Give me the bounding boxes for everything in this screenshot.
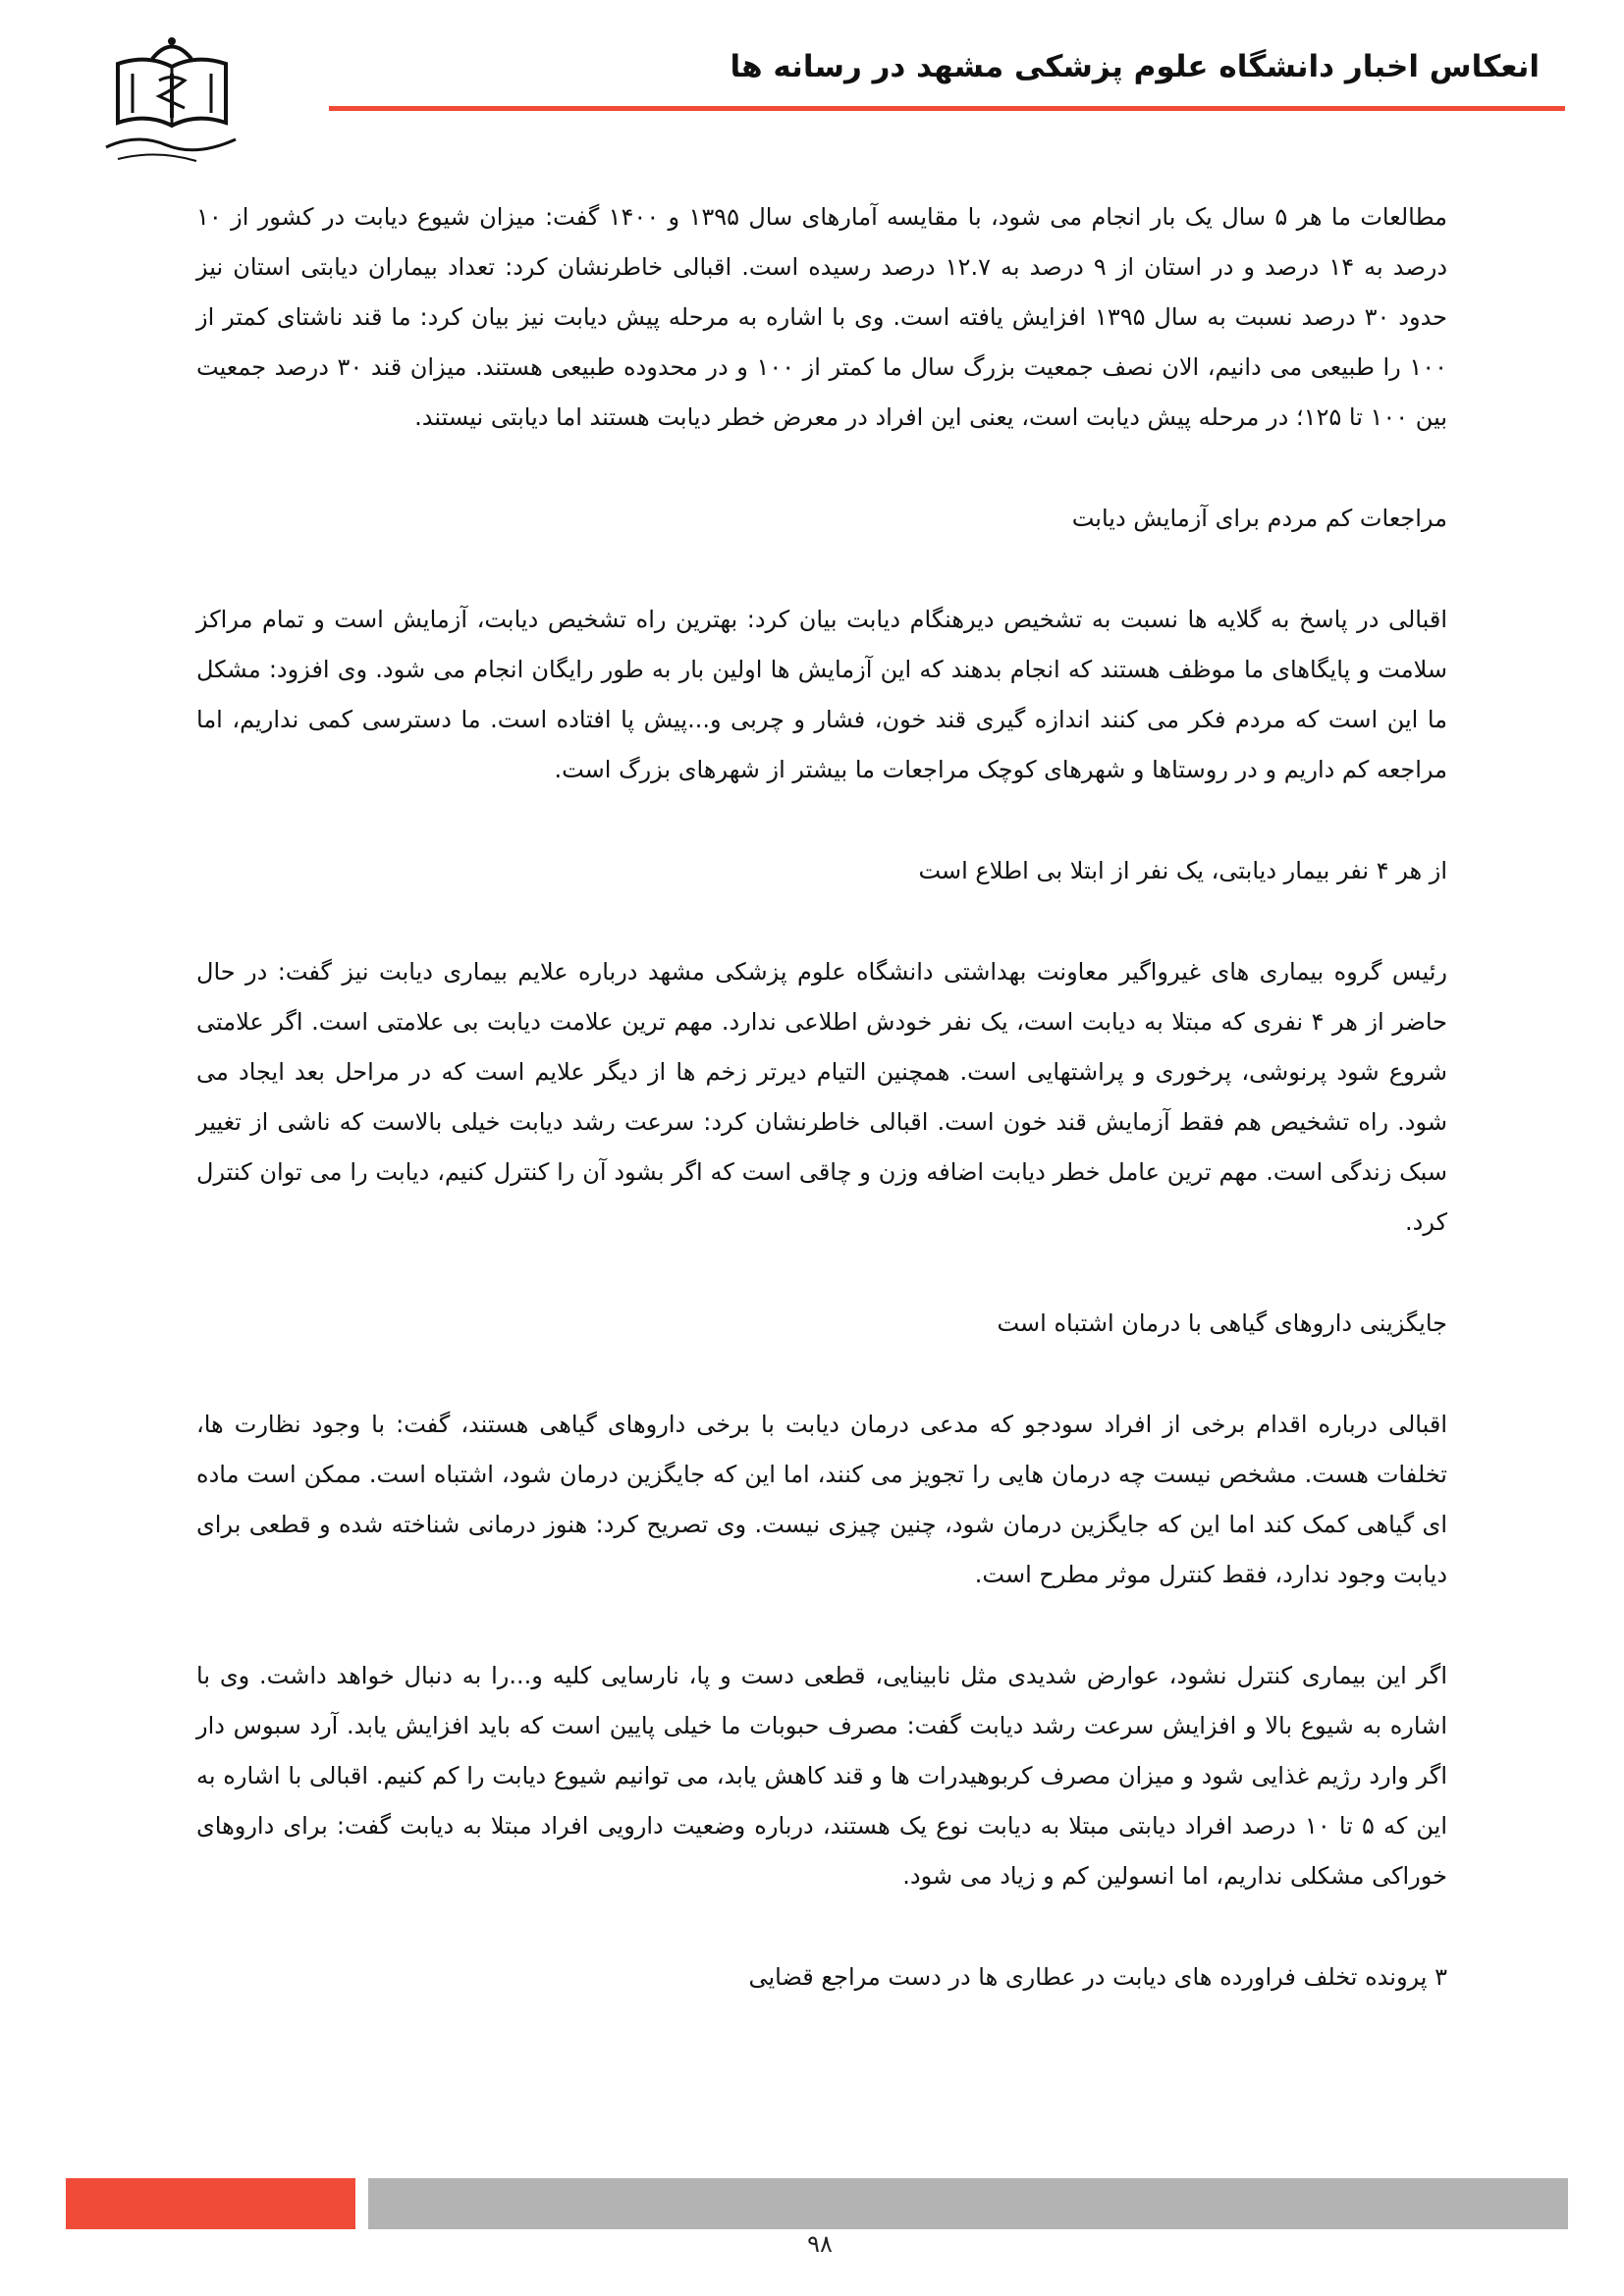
paragraph: اقبالی درباره اقدام برخی از افراد سودجو که مدعی درمان دیابت با برخی داروهای گیاهی هستند، گفت: با وجود نظارت ها، تخلفات هست. مشخص نیست چه درمان هایی را تجویز می کنند، اما این که جایگزین درمان شود، اشتباه است. ممکن است ماده ای گیاهی کمک کند اما این که جایگزین درمان شود، چنین چیزی نیست. وی تصریح کرد: هنوز درمانی شناخته شده و قطعی برای دیابت وجود ندارد، فقط کنترل موثر مطرح است. [196, 1411, 1447, 1588]
header-divider [329, 106, 1565, 111]
header-title: انعکاس اخبار دانشگاه علوم پزشکی مشهد در رسانه ها [730, 49, 1540, 84]
paragraph: مطالعات ما هر ۵ سال یک بار انجام می شود، با مقایسه آمارهای سال ۱۳۹۵ و ۱۴۰۰ گفت: میزان شیوع دیابت در کشور از ۱۰ درصد به ۱۴ درصد و در استان از ۹ درصد به ۱۲.۷ درصد رسیده است. اقبالی خاطرنشان کرد: تعداد بیماران دیابتی استان نیز حدود ۳۰ درصد نسبت به سال ۱۳۹۵ افزایش یافته است. وی با اشاره به مرحله پیش دیابت نیز بیان کرد: ما قند ناشتای کمتر از ۱۰۰ را طبیعی می دانیم، الان نصف جمعیت بزرگ سال ما کمتر از ۱۰۰ و در محدوده طبیعی هستند. میزان قند ۳۰ درصد جمعیت بین ۱۰۰ تا ۱۲۵؛ در مرحله پیش دیابت است، یعنی این افراد در معرض خطر دیابت هستند اما دیابتی نیستند. [196, 203, 1448, 431]
page-number: ۹۸ [807, 2230, 833, 2258]
section-heading: از هر ۴ نفر بیمار دیابتی، یک نفر از ابتلا بی اطلاع است [918, 857, 1447, 884]
article-body [196, 192, 1447, 2054]
section-heading: مراجعات کم مردم برای آزمایش دیابت [1071, 505, 1447, 532]
logo-emblem-icon [98, 29, 245, 177]
paragraph: اگر این بیماری کنترل نشود، عوارض شدیدی مثل نابینایی، قطعی دست و پا، نارسایی کلیه و...را به دنبال خواهد داشت. وی با اشاره به شیوع بالا و افزایش سرعت رشد دیابت گفت: مصرف حبوبات ما خیلی پایین است که باید افزایش یابد. آرد سبوس دار اگر وارد رژیم غذایی شود و میزان مصرف کربوهیدرات ها و قند کاهش یابد، می توانیم شیوع دیابت را کم کنیم. اقبالی با اشاره به این که ۵ تا ۱۰ درصد افراد دیابتی مبتلا به دیابت نوع یک هستند، درباره وضعیت دارویی افراد مبتلا به دیابت گفت: برای داروهای خوراکی مشکلی نداریم، اما انسولین کم و زیاد می شود. [196, 1662, 1447, 1890]
footer-accent-bar [66, 2178, 355, 2229]
footer-bar [368, 2178, 1568, 2229]
section-heading: جایگزینی داروهای گیاهی با درمان اشتباه است [997, 1309, 1447, 1337]
paragraph: اقبالی در پاسخ به گلایه ها نسبت به تشخیص دیرهنگام دیابت بیان کرد: بهترین راه تشخیص دیابت، آزمایش است و تمام مراکز سلامت و پایگاهای ما موظف هستند که انجام بدهند که این آزمایش ها اولین بار به طور رایگان انجام می شود. وی افزود: مشکل ما این است که مردم فکر می کنند اندازه گیری قند خون، فشار و چربی و...پیش پا افتاده است. ما دسترسی کمی نداریم، اما مراجعه کم داریم و در روستاها و شهرهای کوچک مراجعات ما بیشتر از شهرهای بزرگ است. [196, 606, 1447, 783]
paragraph: رئیس گروه بیماری های غیرواگیر معاونت بهداشتی دانشگاه علوم پزشکی مشهد درباره علایم بیماری دیابت نیز گفت: در حال حاضر از هر ۴ نفری که مبتلا به دیابت است، یک نفر خودش اطلاعی ندارد. مهم ترین علامت دیابت بی علامتی است. اگر علامتی شروع شود پرنوشی، پرخوری و پراشتهایی است. همچنین التیام دیرتر زخم ها از دیگر علایم است که در مراحل بعد ایجاد می شود. راه تشخیص هم فقط آزمایش قند خون است. اقبالی خاطرنشان کرد: سرعت رشد دیابت خیلی بالاست که ناشی از تغییر سبک زندگی است. مهم ترین عامل خطر دیابت اضافه وزن و چاقی است که اگر بشود آن را کنترل کنیم، دیابت را می توان کنترل کرد. [196, 958, 1448, 1236]
page-header [0, 0, 1624, 177]
university-logo [98, 29, 245, 177]
section-heading: ۳ پرونده تخلف فراورده های دیابت در عطاری ها در دست مراجع قضایی [748, 1963, 1447, 1991]
